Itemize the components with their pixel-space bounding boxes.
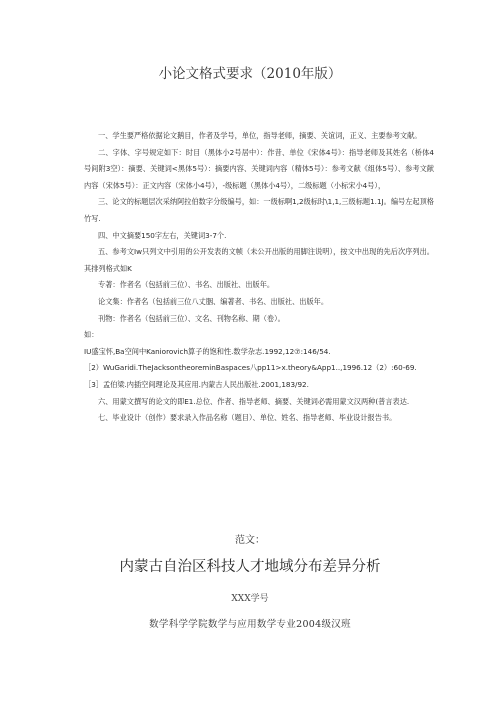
sample-department: 数学科学学院数学与应用数学专业2004级汉班 [149,619,351,630]
example-label: 如： [84,330,99,340]
item-3: 三、论文的标题层次采纳阿拉伯数字分级编号，如：一级标啊1,2级标时\1,1,三级标题1.1J。编号左起顶格竹写. [84,197,434,223]
ref-format-journal: 刊物：作者名（包括前三位）、文名、刊物名称、期（卷）。 [98,313,285,323]
sample-author: XXX学号 [231,594,269,604]
item-7: 七、毕业设计（创作）要求录入作品名称（题目）、单位、姓名、指导老师、毕业设计报告书。 [98,413,397,423]
example-ref-2: ［2）WuGaridi.TheJacksontheoreminBaspaces八pp11>x.theory&App1..,1996.12（2）:60-69. [84,363,417,373]
item-4: 四、中文摘要150字左右，关键词3-7个. [98,230,227,240]
item-5: 五、参考文Iw只列文中引用的公开发表的文帧（未公开出版的用脚注说明），按文中出现的先后次序列出。其排列格式如K [84,247,434,273]
item-6: 六、用蒙文撰写的论文的即E1.总位、作者、指导老师、摘要、关键词必需用蒙文汉两种(普言表达. [98,396,410,406]
sample-label: 范文： [235,535,265,546]
ref-format-book: 专著：作者名（包括前三位）、书名、出版社、出版年。 [98,280,275,290]
example-ref-3: ［3］孟伯梁.内插空间理论及其应用.内蒙古人民出版社.2001,183/92. [84,379,309,389]
item-2: 二、字体、字号规定如下：时目（黑体小2号居中）：作昔、单位《宋体4号》：指导老师及其姓名（桥体4号间附3空）：摘要、关键词<黑体5号）：摘要内容、关键词内容（精体5号）：参考文献《组体5号）、参考文献内容（宋体5号）：正文内容（宋体小4号），-级标题（黑体小4号），二级标题（小标宋小4号）， [84,147,434,190]
ref-format-collection: 论文集：作者名（包括前三位八丈胭、编著者、书名、出版社、出版年。 [98,296,329,306]
example-ref-1: IU盛宝怀,Ba空间中Kaniorovich算子的饱和性.数学杂志.1992,12⑦:146/54. [84,346,331,356]
item-1: 一、学生要严格依据论文鹅目，作者及学号，单位，指导老师，摘要、关谊词，正义、主要参考文献。 [98,131,422,140]
doc-title: 小论文格式要求（2010年版） [158,66,342,82]
requirements-section [84,128,434,427]
sample-title: 内蒙古自治区科技人才地域分布差异分析 [119,559,381,575]
